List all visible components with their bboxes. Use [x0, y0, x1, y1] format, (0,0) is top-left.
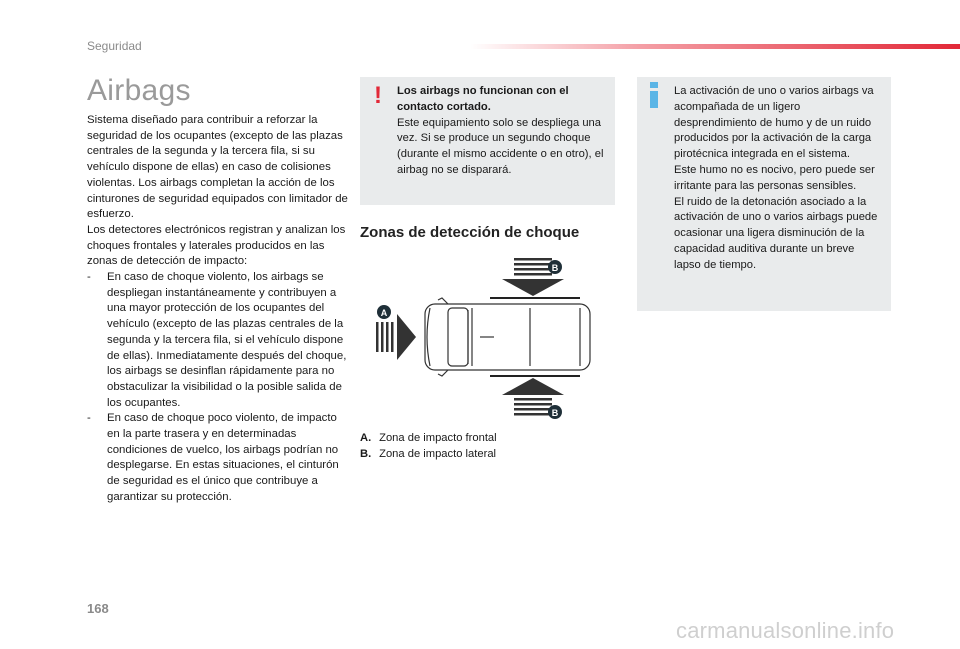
legend-item: [360, 431, 497, 447]
svg-text:B: B: [551, 263, 559, 273]
svg-text:A: A: [380, 308, 388, 318]
watermark: carmanualsonline.info: [676, 618, 895, 643]
svg-text:B: B: [551, 408, 559, 418]
warning-heading: Los airbags no funcionan con el contacto cortado.: [397, 85, 569, 113]
intro-paragraph: Sistema diseñado para contribuir a reforzar la seguridad de los ocupantes (excepto de las plazas centrales de la segunda y la tercera fila, si su vehículo dispone de ellas) en caso de colisiones violentas. Los airbags completan la acción de los cinturones de seguridad equipados con limitador de esfuerzo.: [87, 114, 348, 221]
legend-item: [360, 447, 497, 463]
page-title: Airbags: [87, 74, 191, 107]
badge-b-bottom: [548, 405, 562, 419]
main-text-column: [87, 113, 349, 506]
warning-body: Este equipamiento solo se despliega una vez. Si se produce un segundo choque (durante el mismo accidente o en otro), el airbag no se disparará.: [397, 116, 604, 176]
info-paragraph: Este humo no es nocivo, pero puede ser irritante para las personas sensibles.: [674, 163, 875, 192]
diagram-legend: [360, 431, 497, 463]
info-paragraph: La activación de uno o varios airbags va acompañada de un ligero desprendimiento de humo y de un ruido producidos por la activación de la carga pirotécnica integrada en el sistema.: [674, 85, 874, 161]
list-item: [87, 411, 349, 505]
badge-a: [377, 305, 391, 319]
list-dash: -: [87, 271, 91, 284]
info-paragraph: El ruido de la detonación asociado a la activación de uno o varios airbags puede ocasionar una ligera disminución de la capacidad auditiva durante un breve lapso de tiempo.: [674, 195, 878, 271]
side-impact-arrow-top: [490, 258, 580, 298]
info-box: [637, 77, 891, 311]
list-item-text: En caso de choque violento, los airbags se despliegan instantáneamente y contribuyen a una mayor protección de los ocupantes del vehículo (excepto de las plazas centrales de la segunda y la tercera fila, si el vehículo dispone de ellas). Inmediatamente después del choque, los airbags se desinflan rápidamente para no obstaculizar la visibilidad o la posible salida de los ocupantes.: [107, 271, 347, 409]
impact-zones-diagram: [370, 252, 600, 424]
side-impact-arrow-bottom: [490, 376, 580, 416]
detectors-paragraph: Los detectores electrónicos registran y analizan los choques frontales y laterales producidos en las zonas de detección de impacto:: [87, 223, 346, 268]
page-number: 168: [87, 601, 109, 616]
info-icon: [649, 82, 659, 108]
badge-b-top: [548, 260, 562, 274]
list-item-text: En caso de choque poco violento, de impacto en la parte trasera y en determinadas condiciones de vuelco, los airbags podrían no desplegarse. En estas situaciones, el cinturón de seguridad es el único que contribuye a garantizar su protección.: [107, 412, 339, 503]
info-text: [674, 84, 884, 274]
list-item: [87, 270, 349, 411]
list-dash: -: [87, 412, 91, 425]
legend-key: A.: [360, 432, 372, 444]
legend-key: B.: [360, 447, 372, 460]
section-label: Seguridad: [87, 39, 142, 53]
exclamation-icon: !: [374, 82, 382, 109]
front-impact-arrow: [376, 314, 416, 360]
warning-text: [397, 84, 605, 179]
warning-box: [360, 77, 615, 205]
vehicle-top-view: [425, 298, 590, 376]
header-divider: [470, 44, 960, 49]
legend-text: Zona de impacto frontal: [379, 432, 497, 444]
legend-text: Zona de impacto lateral: [379, 447, 497, 460]
section-title: Zonas de detección de choque: [360, 224, 580, 241]
